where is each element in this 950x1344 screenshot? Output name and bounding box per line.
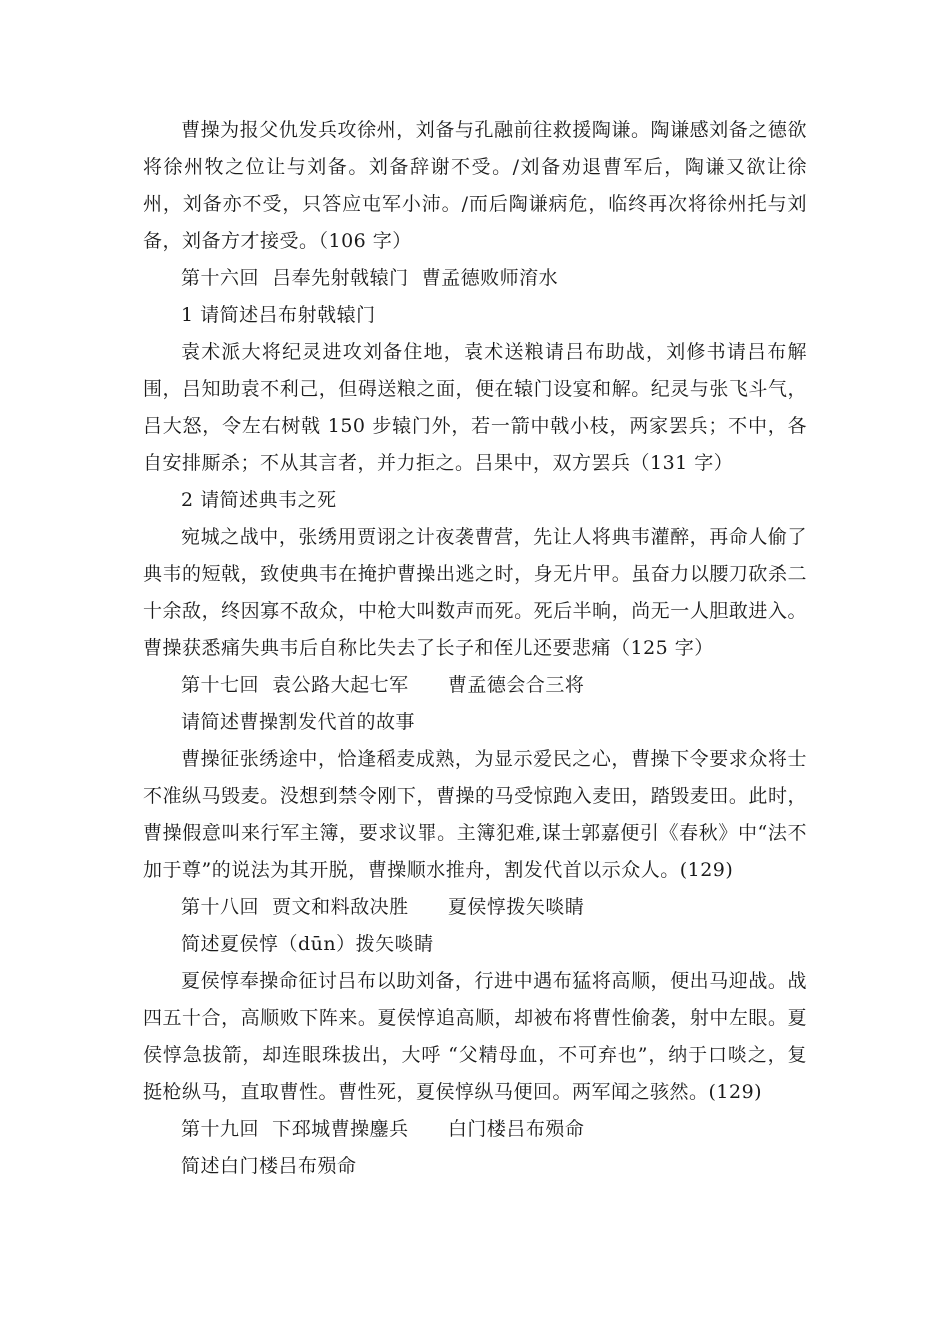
chapter-heading-17: 第十七回 袁公路大起七军 曹孟德会合三将 [181, 674, 585, 696]
chapter-heading-16: 第十六回 吕奉先射戟辕门 曹孟德败师淯水 [181, 267, 559, 289]
paragraph-xuzhou-summary: 曹操为报父仇发兵攻徐州，刘备与孔融前往救援陶谦。陶谦感刘备之德欲将徐州牧之位让与刘备。刘备辞谢不受。/刘备劝退曹军后，陶谦又欲让徐州，刘备亦不受，只答应屯军小沛。/而后陶谦病危，临终再次将徐州托与刘备，刘备方才接受。（106 字） [143, 119, 807, 252]
paragraph-caocao-hair: 曹操征张绣途中，恰逢稻麦成熟，为显示爱民之心，曹操下令要求众将士不准纵马毁麦。没想到禁令刚下，曹操的马受惊跑入麦田，踏毁麦田。此时，曹操假意叫来行军主簿，要求议罪。主簿犯难,谋士郭嘉便引《春秋》中“法不加于尊”的说法为其开脱，曹操顺水推舟，割发代首以示众人。(129) [143, 748, 807, 881]
question-dianwei-death: 2 请简述典韦之死 [181, 489, 337, 511]
paragraph-dianwei-death: 宛城之战中，张绣用贾诩之计夜袭曹营，先让人将典韦灌醉，再命人偷了典韦的短戟，致使典韦在掩护曹操出逃之时，身无片甲。虽奋力以腰刀砍杀二十余敌，终因寡不敌众，中枪大叫数声而死。死后半晌，尚无一人胆敢进入。曹操获悉痛失典韦后自称比失去了长子和侄儿还要悲痛（125 字） [143, 526, 807, 659]
question-xiahoudun-eye: 简述夏侯惇（dūn）拨矢啖睛 [181, 933, 434, 955]
chapter-heading-18: 第十八回 贾文和料敌决胜 夏侯惇拨矢啖睛 [181, 896, 585, 918]
question-lvbu-archery: 1 请简述吕布射戟辕门 [181, 304, 376, 326]
question-caocao-hair: 请简述曹操割发代首的故事 [181, 711, 416, 733]
chapter-heading-19: 第十九回 下邳城曹操鏖兵 白门楼吕布殒命 [181, 1118, 585, 1140]
paragraph-lvbu-archery: 袁术派大将纪灵进攻刘备住地，袁术送粮请吕布助战，刘修书请吕布解围，吕知助袁不利己，但碍送粮之面，便在辕门设宴和解。纪灵与张飞斗气，吕大怒，令左右树戟 150 步辕门外，若一箭中戟小枝，两家罢兵；不中，各自安排厮杀；不从其言者，并力拒之。吕果中，双方罢兵（131 字） [143, 341, 807, 474]
paragraph-xiahoudun-eye: 夏侯惇奉操命征讨吕布以助刘备，行进中遇布猛将高顺，便出马迎战。战四五十合，高顺败下阵来。夏侯惇追高顺，却被布将曹性偷袭，射中左眼。夏侯惇急拔箭，却连眼珠拔出，大呼 “父精母血，不可弃也”，纳于口啖之，复挺枪纵马，直取曹性。曹性死，夏侯惇纵马便回。两军闻之骇然。(129) [143, 970, 807, 1103]
question-lvbu-death: 简述白门楼吕布殒命 [181, 1155, 357, 1177]
